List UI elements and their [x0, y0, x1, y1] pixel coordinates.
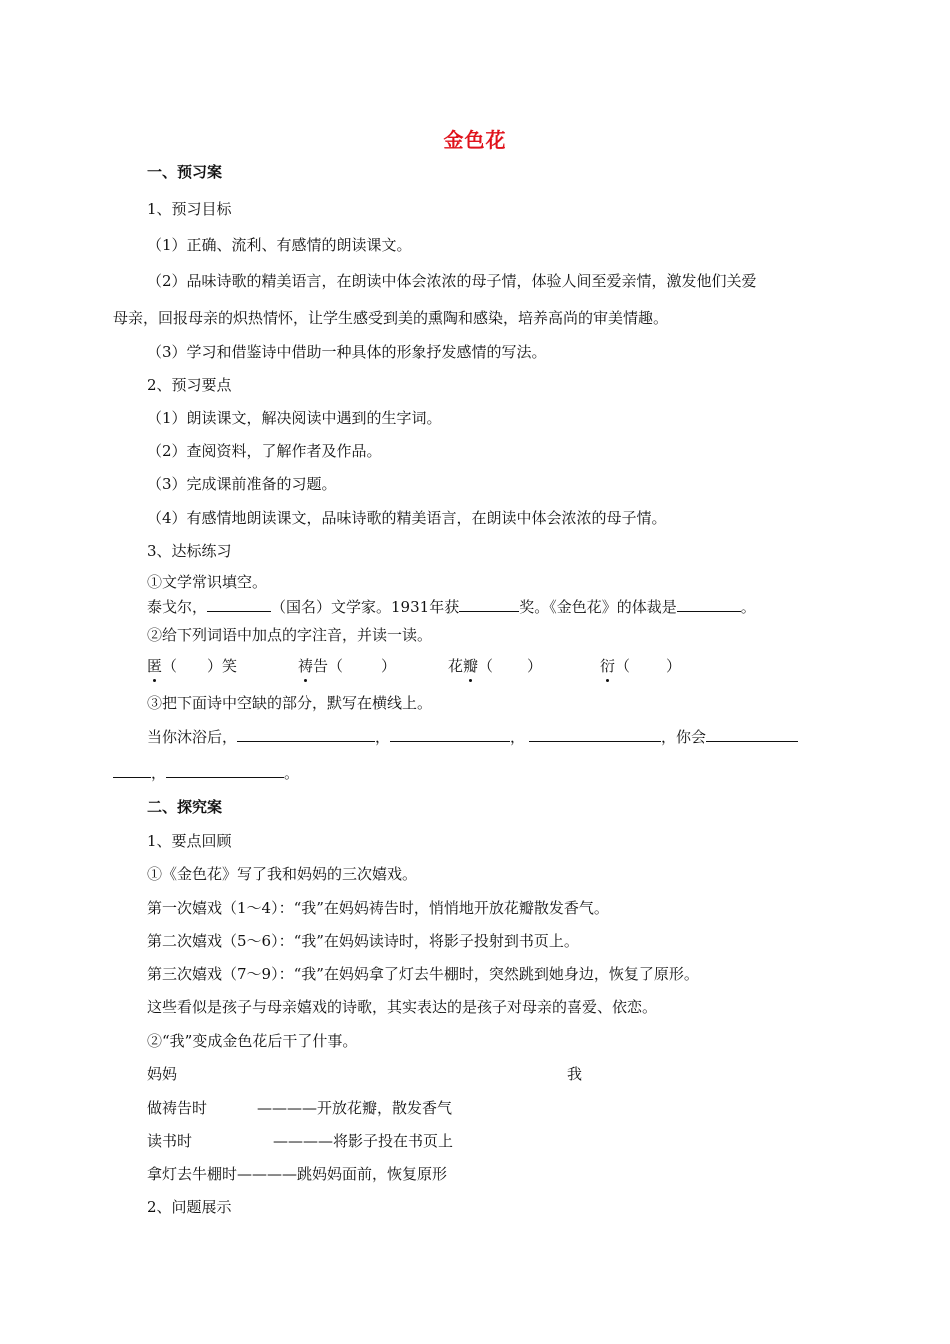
page-title: 金色花 — [443, 128, 507, 152]
preview-key-4: （4）有感情地朗读课文，品味诗歌的精美语言，在朗读中体会浓浓的母子情。 — [147, 509, 667, 527]
pinyin-word-4: 衍（ ） — [600, 657, 682, 675]
preview-goal-2b: 母亲，回报母亲的炽热情怀，让学生感受到美的熏陶和感染，培养高尚的审美情趣。 — [113, 309, 669, 327]
preview-key-1: （1）朗读课文，解决阅读中遇到的生字词。 — [147, 409, 442, 427]
preview-goal-2a: （2）品味诗歌的精美语言，在朗读中体会浓浓的母子情，体验人间至爱亲情，激发他们关爱 — [147, 272, 757, 290]
review-5: 这些看似是孩子与母亲嬉戏的诗歌，其实表达的是孩子对母亲的喜爱、依恋。 — [147, 998, 658, 1016]
review-4: 第三次嬉戏（7～9）：“我”在妈妈拿了灯去牛棚时，突然跳到她身边，恢复了原形。 — [147, 965, 699, 983]
dotted-char: 匿 — [147, 657, 163, 675]
table-row-1-mother: 做祷告时 — [147, 1099, 208, 1117]
table-header-mother: 妈妈 — [147, 1065, 178, 1083]
review-6: ②“我”变成金色花后干了什事。 — [147, 1032, 358, 1050]
blank-field[interactable] — [677, 597, 741, 612]
table-row-3: 拿灯去牛棚时————跳妈妈面前，恢复原形 — [147, 1165, 448, 1183]
preview-key-title: 2、预习要点 — [147, 376, 232, 394]
practice-fill-line — [147, 597, 756, 617]
pinyin-word-1: 匿（ ）笑 — [147, 657, 238, 675]
blank-field[interactable] — [529, 727, 661, 742]
practice-item-2: ②给下列词语中加点的字注音，并读一读。 — [147, 626, 433, 644]
blank-field[interactable] — [207, 597, 271, 612]
review-3: 第二次嬉戏（5～6）：“我”在妈妈读诗时，将影子投射到书页上。 — [147, 932, 579, 950]
fill-text-d: 。 — [740, 598, 756, 616]
fill-text-c: 奖。《金色花》的体裁是 — [519, 598, 677, 616]
fill-text-b: （国名）文学家。1931年获 — [271, 598, 460, 616]
blank-field[interactable] — [459, 597, 519, 612]
review-1: ①《金色花》写了我和妈妈的三次嬉戏。 — [147, 865, 418, 883]
preview-key-2: （2）查阅资料，了解作者及作品。 — [147, 442, 382, 460]
practice-item-1: ①文学常识填空。 — [147, 573, 268, 591]
practice-item-3: ③把下面诗中空缺的部分，默写在横线上。 — [147, 694, 433, 712]
dotted-char: 祷 — [298, 657, 314, 675]
review-title: 1、要点回顾 — [147, 832, 232, 850]
table-row-2-mother: 读书时 — [147, 1132, 193, 1150]
poem-fill-line-2: ， 。 — [113, 763, 299, 783]
section-heading-explore: 二、探究案 — [147, 798, 223, 816]
pinyin-word-3: 花瓣（ ） — [448, 657, 543, 675]
table-row-2-me: ————将影子投在书页上 — [273, 1132, 454, 1150]
section-heading-preview: 一、预习案 — [147, 163, 223, 181]
preview-goal-3: （3）学习和借鉴诗中借助一种具体的形象抒发感情的写法。 — [147, 343, 547, 361]
preview-key-3: （3）完成课前准备的习题。 — [147, 475, 337, 493]
preview-goal-title: 1、预习目标 — [147, 200, 232, 218]
poem-fill-line: 当你沐浴后， ， ， ，你会 — [147, 727, 798, 747]
pinyin-word-2: 祷告（ ） — [298, 657, 397, 675]
blank-field[interactable] — [390, 727, 510, 742]
blank-field[interactable] — [706, 727, 798, 742]
blank-field[interactable] — [113, 763, 151, 778]
review-2: 第一次嬉戏（1～4）：“我”在妈妈祷告时，悄悄地开放花瓣散发香气。 — [147, 899, 609, 917]
table-header-me: 我 — [567, 1065, 583, 1083]
table-row-1-me: ————开放花瓣，散发香气 — [257, 1099, 453, 1117]
fill-text-a: 泰戈尔， — [147, 598, 208, 616]
blank-field[interactable] — [237, 727, 375, 742]
problem-title: 2、问题展示 — [147, 1198, 232, 1216]
dotted-char: 瓣 — [463, 657, 479, 675]
blank-field[interactable] — [166, 763, 284, 778]
preview-goal-1: （1）正确、流利、有感情的朗读课文。 — [147, 236, 412, 254]
dotted-char: 衍 — [600, 657, 616, 675]
practice-title: 3、达标练习 — [147, 542, 232, 560]
